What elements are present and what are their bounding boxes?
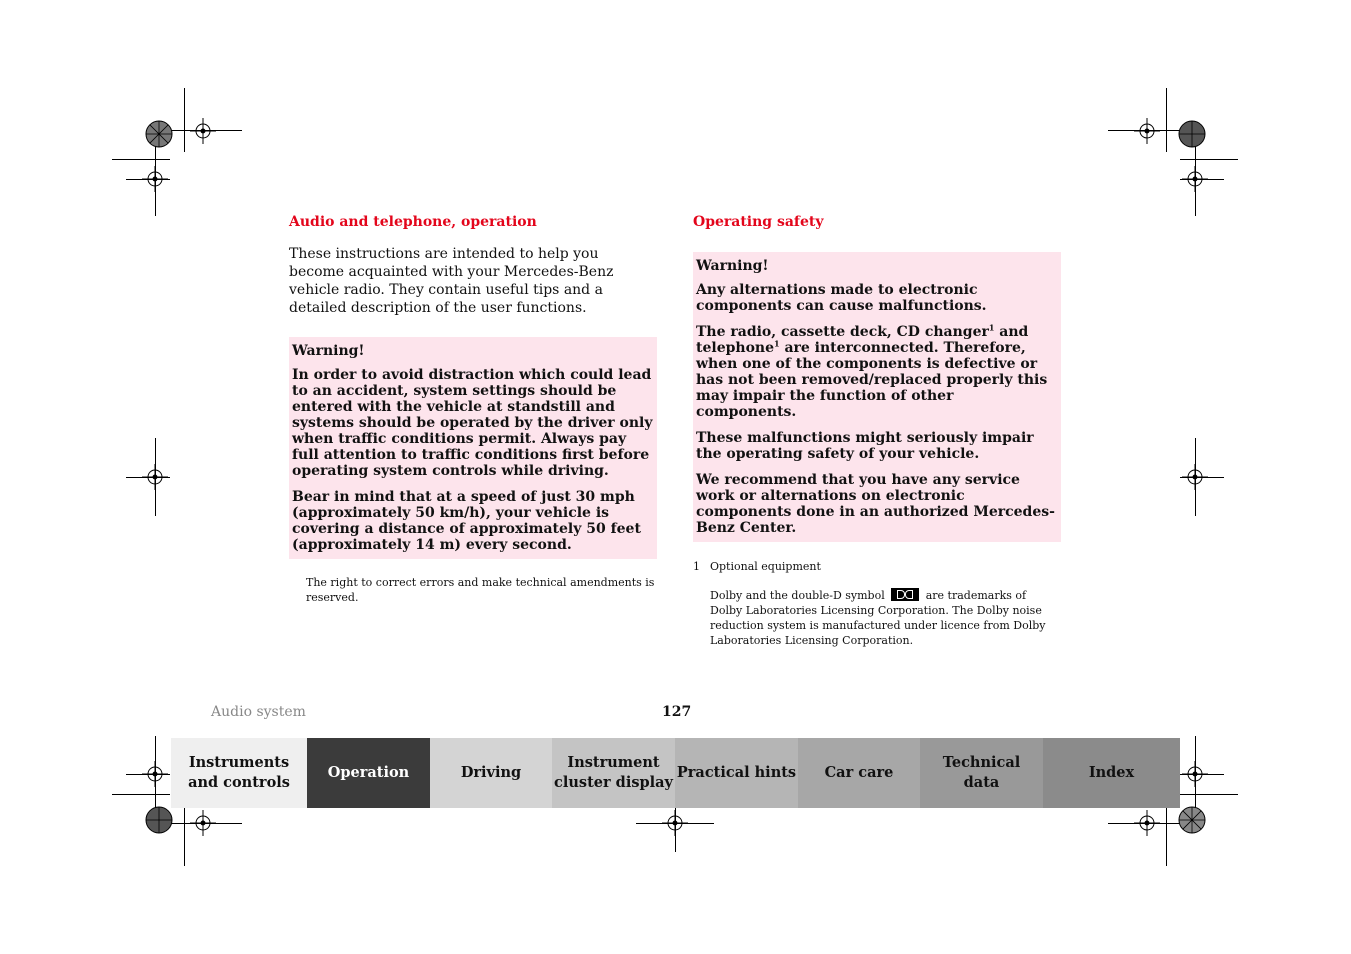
tab-index[interactable] <box>1043 738 1180 808</box>
right-column <box>693 213 1061 648</box>
chapter-nav <box>171 738 1180 808</box>
warning-paragraph: Bear in mind that at a speed of just 30 mph (approximately 50 km/h), your vehicle is covering a distance of approximately 50 feet (approximately 14 m) every second. <box>292 489 641 553</box>
page-number: 127 <box>662 704 692 720</box>
dolby-double-d-icon <box>891 588 919 601</box>
dolby-note <box>710 588 1061 648</box>
tab-label: Driving <box>460 764 522 781</box>
dolby-text: Dolby and the double-D symbol <box>710 589 885 602</box>
color-wheel-icon <box>1178 120 1206 148</box>
tab-driving[interactable] <box>430 738 552 808</box>
warning-paragraph <box>696 324 1057 420</box>
color-wheel-icon <box>145 120 173 148</box>
tab-instruments-and-controls[interactable] <box>171 738 307 808</box>
section-title-safety: Operating safety <box>693 214 824 230</box>
tab-label: Index <box>1088 764 1135 781</box>
registration-target-icon <box>1134 118 1160 144</box>
section-title-audio: Audio and telephone, operation <box>289 214 537 230</box>
tab-car-care[interactable] <box>798 738 920 808</box>
tab-label: Operation <box>327 764 410 781</box>
tab-operation[interactable] <box>307 738 430 808</box>
errors-note: The right to correct errors and make technical amendments is reserved. <box>306 576 655 604</box>
registration-target-icon <box>190 118 216 144</box>
tab-label: Technical data <box>942 754 1021 791</box>
warning-box-safety <box>693 252 1061 542</box>
dolby-text: are trademarks of Dolby Laboratories Licensing Corporation. The Dolby noise reduction system is manufactured under licence from Dolby Laboratories Licensing Corporation. <box>710 589 1046 647</box>
warning-title: Warning! <box>696 258 769 274</box>
footnote-ref: 1 <box>774 338 780 349</box>
footnote <box>693 559 1061 574</box>
tab-instrument-cluster-display[interactable] <box>552 738 675 808</box>
intro-paragraph: These instructions are intended to help you become acquainted with your Mercedes-Benz vehicle radio. They contain useful tips and a detailed description of the user functions. <box>289 246 614 316</box>
footnote-number: 1 <box>693 560 700 573</box>
tab-practical-hints[interactable] <box>675 738 798 808</box>
warning-paragraph: Any alternations made to electronic components can cause malfunctions. <box>696 282 987 314</box>
warning-paragraph: In order to avoid distraction which could lead to an accident, system settings should be entered with the vehicle at standstill and systems should be operated by the driver only when traffic conditions permit. Always pay full attention to traffic conditions first before operating system controls while driving. <box>292 367 653 479</box>
warning-paragraph: These malfunctions might seriously impair the operating safety of your vehicle. <box>696 430 1034 462</box>
warning-text: are interconnected. Therefore, when one of the components is defective or has not been removed/replaced properly this may impair the function of other components. <box>696 340 1048 420</box>
footnote-text: Optional equipment <box>710 560 821 573</box>
warning-text: The radio, cassette deck, CD changer <box>696 324 989 340</box>
footnote-ref: 1 <box>988 322 995 333</box>
warning-box-distraction <box>289 337 657 559</box>
left-column <box>289 213 657 605</box>
section-label: Audio system <box>211 704 306 720</box>
tab-technical-data[interactable] <box>920 738 1043 808</box>
color-wheel-icon <box>1178 806 1206 834</box>
tab-label: Car care <box>824 764 894 781</box>
tab-label: Instrument cluster display <box>554 754 673 791</box>
tab-label: Practical hints <box>676 764 797 781</box>
warning-text: and telephone <box>696 324 1029 356</box>
color-wheel-icon <box>145 806 173 834</box>
warning-paragraph: We recommend that you have any service work or alternations on electronic components done in an authorized Mercedes-Benz Center. <box>696 472 1055 536</box>
tab-label: Instruments and controls <box>188 754 290 791</box>
warning-title: Warning! <box>292 343 365 359</box>
